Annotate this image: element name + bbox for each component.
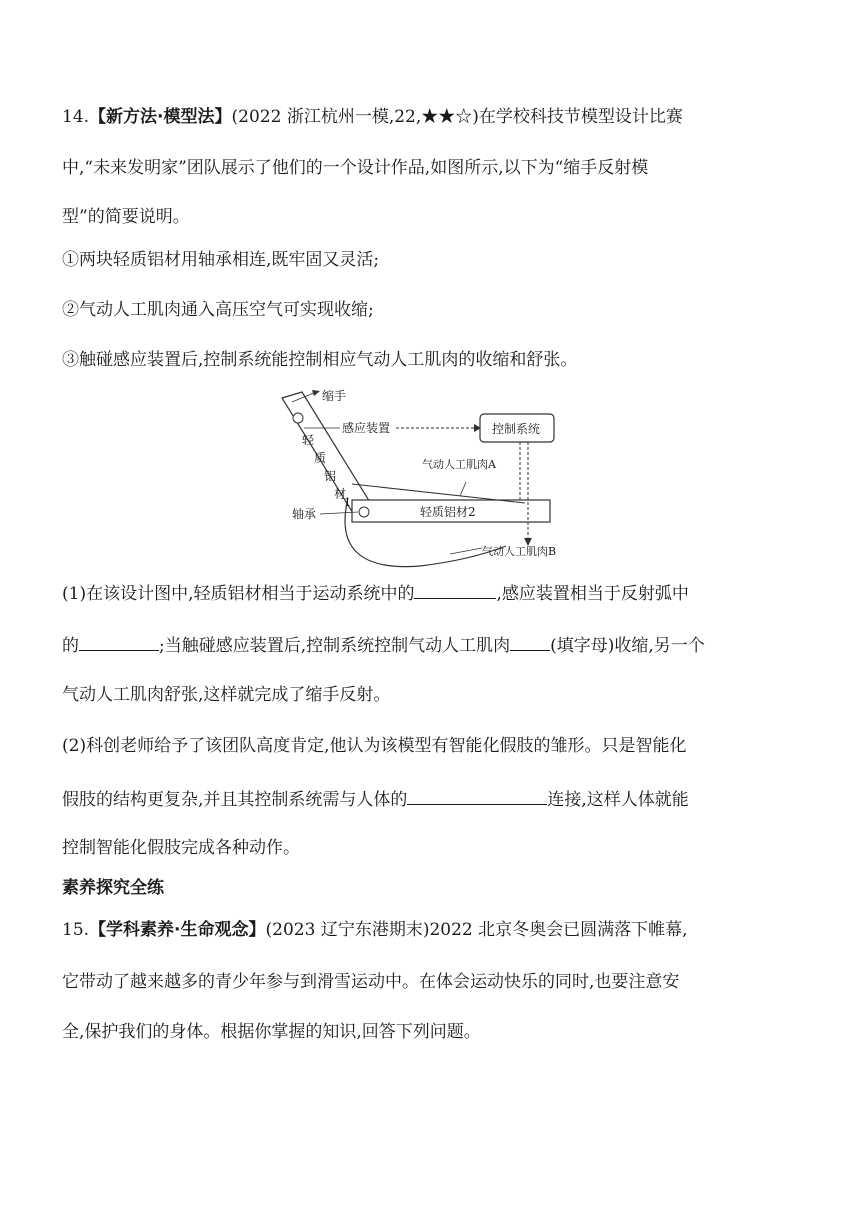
reflex-model-figure (270, 388, 600, 578)
aluminum-bar-1 (282, 392, 376, 518)
q14-part1-text-d: ;当触碰感应装置后,控制系统控制气动人工肌肉 (159, 636, 511, 656)
q14-item-2: ②气动人工肌肉通入高压空气可实现收缩; (62, 300, 374, 320)
q14-part1-line-3: 气动人工肌肉舒张,这样就完成了缩手反射。 (62, 685, 391, 705)
q15-number: 15. (62, 920, 90, 940)
q14-part2-line-2 (62, 786, 802, 812)
label-bearing: 轴承 (292, 507, 317, 521)
label-bar1-char-1: 轻 (302, 433, 315, 447)
q14-part2-line-1: (2)科创老师给予了该团队高度肯定,他认为该模型有智能化假肢的雏形。只是智能化 (62, 736, 687, 756)
q14-item-1: ①两块轻质铝材用轴承相连,既牢固又灵活; (62, 250, 380, 270)
q14-item-3: ③触碰感应装置后,控制系统能控制相应气动人工肌肉的收缩和舒张。 (62, 350, 578, 370)
q14-line-2: 中,“未来发明家”团队展示了他们的一个设计作品,如图所示,以下为“缩手反射模 (62, 158, 649, 178)
label-control-system: 控制系统 (492, 422, 541, 436)
label-sensor: 感应装置 (342, 421, 391, 435)
q14-line-1 (62, 105, 802, 129)
answer-blank-2[interactable] (79, 632, 159, 651)
q14-line1-text: (2022 浙江杭州一模,22,★★☆)在学校科技节模型设计比赛 (231, 107, 683, 127)
q14-part1-text-b: ,感应装置相当于反射弧中 (496, 584, 689, 604)
label-bar2: 轻质铝材2 (420, 505, 476, 519)
q14-line-3: 型”的简要说明。 (62, 207, 190, 227)
q15-tag: 【学科素养·生命观念】 (89, 920, 266, 940)
q15-line-2: 它带动了越来越多的青少年参与到滑雪运动中。在体会运动快乐的同时,也要注意安 (62, 972, 680, 992)
section-title: 素养探究全练 (62, 878, 164, 898)
q14-part1-line-2 (62, 632, 802, 658)
arrow-up-icon (312, 390, 320, 396)
label-muscle-a: 气动人工肌肉A (422, 458, 496, 471)
label-muscle-b: 气动人工肌肉B (482, 545, 557, 558)
label-suoshou: 缩手 (322, 389, 347, 403)
q14-part1-text-c: 的 (62, 636, 79, 656)
q14-part2-line-3: 控制智能化假肢完成各种动作。 (62, 838, 300, 858)
label-bar1-char-5: 1 (344, 496, 351, 509)
bar1-top-joint-icon (293, 413, 303, 423)
answer-blank-4[interactable] (407, 786, 547, 805)
q15-line-1 (62, 918, 802, 942)
q14-number: 14. (62, 107, 90, 127)
bearing-icon (359, 507, 369, 517)
label-bar1-char-3: 铝 (324, 469, 337, 483)
q14-part1-text-a: (1)在该设计图中,轻质铝材相当于运动系统中的 (62, 584, 415, 604)
q15-line1-text: (2023 辽宁东港期末)2022 北京冬奥会已圆满落下帷幕, (265, 920, 688, 940)
q14-tag: 【新方法·模型法】 (89, 107, 232, 127)
q15-line-3: 全,保护我们的身体。根据你掌握的知识,回答下列问题。 (62, 1022, 481, 1042)
answer-blank-1[interactable] (414, 580, 496, 599)
q14-part1-text-e: (填字母)收缩,另一个 (550, 636, 705, 656)
q14-part2-text-a: 假肢的结构更复杂,并且其控制系统需与人体的 (62, 790, 408, 810)
label-bar1-char-4: 材 (334, 487, 347, 501)
q14-part1-line-1 (62, 580, 802, 606)
q14-part2-text-b: 连接,这样人体就能 (547, 790, 689, 810)
answer-blank-3[interactable] (510, 632, 550, 651)
label-bar1-char-2: 质 (314, 451, 327, 465)
